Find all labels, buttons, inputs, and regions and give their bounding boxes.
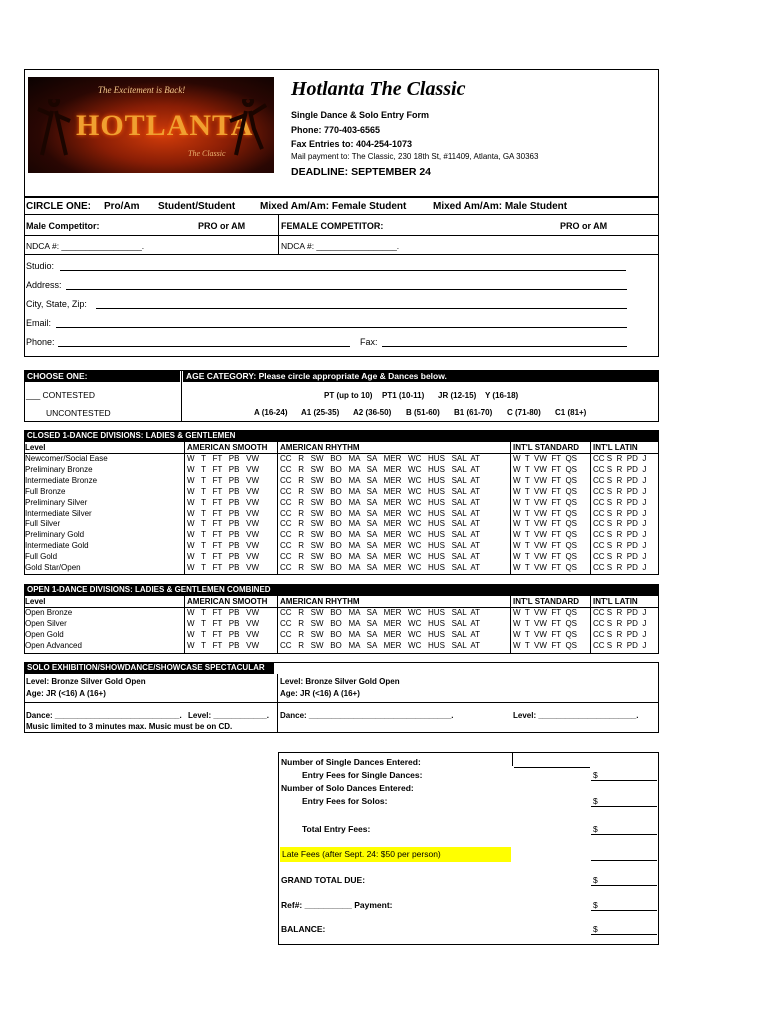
dollar-sign: $: [593, 924, 598, 934]
rhythm-dances[interactable]: CC R SW BO MA SA MER WC HUS SAL AT: [280, 497, 481, 507]
standard-dances[interactable]: W T VW FT QS: [513, 464, 578, 474]
latin-dances[interactable]: CC S R PD J: [593, 552, 647, 562]
solo-level-right[interactable]: Level: Bronze Silver Gold Open: [280, 677, 400, 686]
city-field[interactable]: [96, 308, 627, 309]
smooth-dances[interactable]: W T FT PB VW: [187, 629, 260, 639]
balance-field[interactable]: [591, 934, 657, 935]
table-row: [24, 563, 659, 574]
level-name: Full Gold: [25, 552, 58, 562]
table-row: [24, 454, 659, 465]
grand-total-label: GRAND TOTAL DUE:: [281, 875, 366, 885]
city-label: City, State, Zip:: [26, 299, 87, 309]
standard-col-header: INT'L STANDARD: [513, 443, 580, 452]
rhythm-dances[interactable]: CC R SW BO MA SA MER WC HUS SAL AT: [280, 464, 481, 474]
fax-label: Fax:: [360, 337, 378, 347]
circle-one-label: CIRCLE ONE:: [26, 201, 91, 212]
payment-field[interactable]: [591, 910, 657, 911]
table-row: [24, 641, 659, 652]
option-student-student[interactable]: Student/Student: [158, 201, 236, 212]
smooth-dances[interactable]: W T FT PB VW: [187, 486, 260, 496]
latin-col-header: INT'L LATIN: [593, 443, 638, 452]
total-field[interactable]: [591, 834, 657, 835]
option-mixed-female[interactable]: Mixed Am/Am: Female Student: [260, 201, 407, 212]
phone-text: Phone: 770-403-6565: [291, 125, 381, 135]
age-c[interactable]: C (71-80): [507, 408, 541, 417]
smooth-col-header: AMERICAN SMOOTH: [187, 597, 268, 606]
level-name: Intermediate Bronze: [25, 475, 98, 485]
solo-age-right[interactable]: Age: JR (<16) A (16+): [280, 689, 360, 698]
smooth-dances[interactable]: W T FT PB VW: [187, 541, 260, 551]
rhythm-dances[interactable]: CC R SW BO MA SA MER WC HUS SAL AT: [280, 640, 481, 650]
table-row: [24, 465, 659, 476]
late-fee-label: Late Fees (after Sept. 24: $50 per person): [280, 847, 511, 862]
ndca-female-field[interactable]: NDCA #: _________________.: [281, 241, 400, 251]
address-field[interactable]: [66, 289, 627, 290]
table-row: [24, 519, 659, 530]
table-row: [24, 476, 659, 487]
ref-label[interactable]: Ref#: __________ Payment:: [281, 900, 393, 910]
rhythm-dances[interactable]: CC R SW BO MA SA MER WC HUS SAL AT: [280, 618, 481, 628]
latin-col-header: INT'L LATIN: [593, 597, 638, 606]
level-col-header: Level: [25, 597, 46, 606]
rhythm-dances[interactable]: CC R SW BO MA SA MER WC HUS SAL AT: [280, 508, 481, 518]
smooth-dances[interactable]: W T FT PB VW: [187, 563, 260, 572]
balance-label: BALANCE:: [281, 924, 326, 934]
contested-option[interactable]: ___ CONTESTED: [26, 390, 95, 400]
age-b1[interactable]: B1 (61-70): [454, 408, 493, 417]
rhythm-col-header: AMERICAN RHYTHM: [280, 597, 360, 606]
dollar-sign: $: [593, 900, 598, 910]
level-name: Open Silver: [25, 618, 67, 628]
uncontested-option[interactable]: UNCONTESTED: [46, 408, 111, 418]
standard-dances[interactable]: W T VW FT QS: [513, 640, 578, 650]
level-name: Open Gold: [25, 629, 64, 639]
total-label: Total Entry Fees:: [302, 824, 371, 834]
latin-dances[interactable]: CC S R PD J: [593, 454, 647, 463]
closed-rows: [24, 442, 659, 575]
rhythm-dances[interactable]: CC R SW BO MA SA MER WC HUS SAL AT: [280, 608, 481, 617]
solo-lvl-right[interactable]: Level: ______________________.: [513, 711, 639, 720]
latin-dances[interactable]: CC S R PD J: [593, 508, 647, 518]
solo-dance-left[interactable]: Dance: ____________________________.: [26, 711, 182, 720]
smooth-dances[interactable]: W T FT PB VW: [187, 464, 260, 474]
smooth-dances[interactable]: W T FT PB VW: [187, 552, 260, 562]
rhythm-dances[interactable]: CC R SW BO MA SA MER WC HUS SAL AT: [280, 486, 481, 496]
standard-dances[interactable]: W T VW FT QS: [513, 454, 578, 463]
female-pro-am[interactable]: PRO or AM: [560, 221, 608, 231]
studio-label: Studio:: [26, 261, 55, 271]
dancer-silhouette-icon: [228, 99, 268, 159]
age-y[interactable]: Y (16-18): [485, 391, 519, 400]
solo-level-left[interactable]: Level: Bronze Silver Gold Open: [26, 677, 146, 686]
standard-dances[interactable]: W T VW FT QS: [513, 618, 578, 628]
age-a2[interactable]: A2 (36-50): [353, 408, 392, 417]
smooth-col-header: AMERICAN SMOOTH: [187, 443, 268, 452]
age-category-bar: AGE CATEGORY: Please circle appropriate Age & Dances below.: [183, 370, 659, 382]
level-name: Open Bronze: [25, 608, 73, 617]
level-name: Preliminary Gold: [25, 530, 85, 540]
smooth-dances[interactable]: W T FT PB VW: [187, 608, 260, 617]
open-rows: [24, 596, 659, 654]
smooth-dances[interactable]: W T FT PB VW: [187, 497, 260, 507]
solo-header: SOLO EXHIBITION/SHOWDANCE/SHOWCASE SPECTACULAR: [24, 662, 274, 674]
latin-dances[interactable]: CC S R PD J: [593, 486, 647, 496]
smooth-dances[interactable]: W T FT PB VW: [187, 454, 260, 463]
age-pt[interactable]: PT (up to 10): [324, 391, 373, 400]
rhythm-dances[interactable]: CC R SW BO MA SA MER WC HUS SAL AT: [280, 541, 481, 551]
standard-dances[interactable]: W T VW FT QS: [513, 608, 578, 617]
age-b[interactable]: B (51-60): [406, 408, 440, 417]
level-name: Intermediate Gold: [25, 541, 89, 551]
latin-dances[interactable]: CC S R PD J: [593, 530, 647, 540]
num-single-field[interactable]: [514, 767, 590, 768]
table-row: [24, 552, 659, 563]
standard-dances[interactable]: W T VW FT QS: [513, 541, 578, 551]
latin-dances[interactable]: CC S R PD J: [593, 519, 647, 529]
latin-dances[interactable]: CC S R PD J: [593, 608, 647, 617]
table-row: [24, 541, 659, 552]
table-row: [24, 509, 659, 520]
male-pro-am[interactable]: PRO or AM: [198, 221, 246, 231]
level-col-header: Level: [25, 443, 46, 452]
phone-label: Phone:: [26, 337, 55, 347]
table-row: [24, 530, 659, 541]
male-competitor-label: Male Competitor:: [26, 221, 100, 231]
logo-sub: The Classic: [188, 149, 226, 158]
table-row: [24, 619, 659, 630]
mail-text: Mail payment to: The Classic, 230 18th St, #11409, Atlanta, GA 30363: [291, 152, 539, 161]
standard-dances[interactable]: W T VW FT QS: [513, 508, 578, 518]
level-name: Preliminary Silver: [25, 497, 88, 507]
smooth-dances[interactable]: W T FT PB VW: [187, 618, 260, 628]
smooth-dances[interactable]: W T FT PB VW: [187, 530, 260, 540]
solo-lvl-left[interactable]: Level: ____________.: [188, 711, 269, 720]
rhythm-dances[interactable]: CC R SW BO MA SA MER WC HUS SAL AT: [280, 563, 481, 572]
logo-tagline: The Excitement is Back!: [98, 85, 186, 95]
fax-field[interactable]: [382, 346, 627, 347]
closed-header: CLOSED 1-DANCE DIVISIONS: LADIES & GENTLEMEN: [24, 430, 659, 442]
table-row: [24, 487, 659, 498]
age-c1[interactable]: C1 (81+): [555, 408, 587, 417]
standard-dances[interactable]: W T VW FT QS: [513, 530, 578, 540]
table-row: [24, 498, 659, 509]
fee-solo-field[interactable]: [591, 806, 657, 807]
standard-dances[interactable]: W T VW FT QS: [513, 486, 578, 496]
num-solo-label: Number of Solo Dances Entered:: [281, 783, 414, 793]
open-header: OPEN 1-DANCE DIVISIONS: LADIES & GENTLEMEN COMBINED: [24, 584, 659, 596]
dollar-sign: $: [593, 875, 598, 885]
smooth-dances[interactable]: W T FT PB VW: [187, 508, 260, 518]
latin-dances[interactable]: CC S R PD J: [593, 497, 647, 507]
option-mixed-male[interactable]: Mixed Am/Am: Male Student: [433, 201, 568, 212]
dollar-sign: $: [593, 796, 598, 806]
standard-dances[interactable]: W T VW FT QS: [513, 552, 578, 562]
logo: [28, 77, 274, 173]
dollar-sign: $: [593, 824, 598, 834]
dancer-silhouette-icon: [34, 99, 74, 159]
female-competitor-label: FEMALE COMPETITOR:: [281, 221, 384, 231]
level-name: Open Advanced: [25, 640, 82, 650]
level-name: Full Bronze: [25, 486, 66, 496]
level-name: Gold Star/Open: [25, 563, 81, 572]
solo-dance-right[interactable]: Dance: ________________________________.: [280, 711, 454, 720]
dollar-sign: $: [593, 770, 598, 780]
smooth-dances[interactable]: W T FT PB VW: [187, 640, 260, 650]
form-subtitle: Single Dance & Solo Entry Form: [291, 110, 430, 120]
latin-dances[interactable]: CC S R PD J: [593, 640, 647, 650]
latin-dances[interactable]: CC S R PD J: [593, 475, 647, 485]
rhythm-dances[interactable]: CC R SW BO MA SA MER WC HUS SAL AT: [280, 475, 481, 485]
studio-field[interactable]: [60, 270, 626, 271]
rhythm-dances[interactable]: CC R SW BO MA SA MER WC HUS SAL AT: [280, 530, 481, 540]
latin-dances[interactable]: CC S R PD J: [593, 563, 647, 572]
age-a[interactable]: A (16-24): [254, 408, 288, 417]
standard-col-header: INT'L STANDARD: [513, 597, 580, 606]
latin-dances[interactable]: CC S R PD J: [593, 618, 647, 628]
standard-dances[interactable]: W T VW FT QS: [513, 563, 578, 572]
rhythm-dances[interactable]: CC R SW BO MA SA MER WC HUS SAL AT: [280, 519, 481, 529]
email-field[interactable]: [56, 327, 627, 328]
age-a1[interactable]: A1 (25-35): [301, 408, 340, 417]
rhythm-col-header: AMERICAN RHYTHM: [280, 443, 360, 452]
late-fee-field[interactable]: [591, 860, 657, 861]
table-row: [24, 630, 659, 641]
level-name: Full Silver: [25, 519, 61, 529]
page-title: Hotlanta The Classic: [291, 78, 466, 100]
standard-dances[interactable]: W T VW FT QS: [513, 519, 578, 529]
latin-dances[interactable]: CC S R PD J: [593, 464, 647, 474]
solo-music-note: Music limited to 3 minutes max. Music must be on CD.: [26, 722, 233, 731]
ndca-male-field[interactable]: NDCA #: _________________.: [26, 241, 145, 251]
phone-field[interactable]: [58, 346, 350, 347]
level-name: Preliminary Bronze: [25, 464, 93, 474]
solo-age-left[interactable]: Age: JR (<16) A (16+): [26, 689, 106, 698]
standard-dances[interactable]: W T VW FT QS: [513, 629, 578, 639]
standard-dances[interactable]: W T VW FT QS: [513, 497, 578, 507]
entry-form: [24, 69, 659, 947]
latin-dances[interactable]: CC S R PD J: [593, 541, 647, 551]
standard-dances[interactable]: W T VW FT QS: [513, 475, 578, 485]
smooth-dances[interactable]: W T FT PB VW: [187, 519, 260, 529]
logo-word: HOTLANTA: [76, 109, 254, 142]
rhythm-dances[interactable]: CC R SW BO MA SA MER WC HUS SAL AT: [280, 454, 481, 463]
table-row: [24, 608, 659, 619]
deadline-text: DEADLINE: SEPTEMBER 24: [291, 166, 432, 178]
fee-single-label: Entry Fees for Single Dances:: [302, 770, 423, 780]
level-name: Intermediate Silver: [25, 508, 92, 518]
email-label: Email:: [26, 318, 52, 328]
grand-total-field[interactable]: [591, 885, 657, 886]
age-jr[interactable]: JR (12-15): [438, 391, 477, 400]
level-name: Newcomer/Social Ease: [25, 454, 108, 463]
rhythm-dances[interactable]: CC R SW BO MA SA MER WC HUS SAL AT: [280, 552, 481, 562]
fee-single-field[interactable]: [591, 780, 657, 781]
smooth-dances[interactable]: W T FT PB VW: [187, 475, 260, 485]
address-label: Address:: [26, 280, 62, 290]
age-pt1[interactable]: PT1 (10-11): [382, 391, 425, 400]
num-single-label: Number of Single Dances Entered:: [281, 757, 421, 767]
fee-solo-label: Entry Fees for Solos:: [302, 796, 388, 806]
option-pro-am[interactable]: Pro/Am: [104, 201, 140, 212]
rhythm-dances[interactable]: CC R SW BO MA SA MER WC HUS SAL AT: [280, 629, 481, 639]
choose-one-bar: CHOOSE ONE:: [24, 370, 180, 382]
fax-text: Fax Entries to: 404-254-1073: [291, 139, 413, 149]
latin-dances[interactable]: CC S R PD J: [593, 629, 647, 639]
